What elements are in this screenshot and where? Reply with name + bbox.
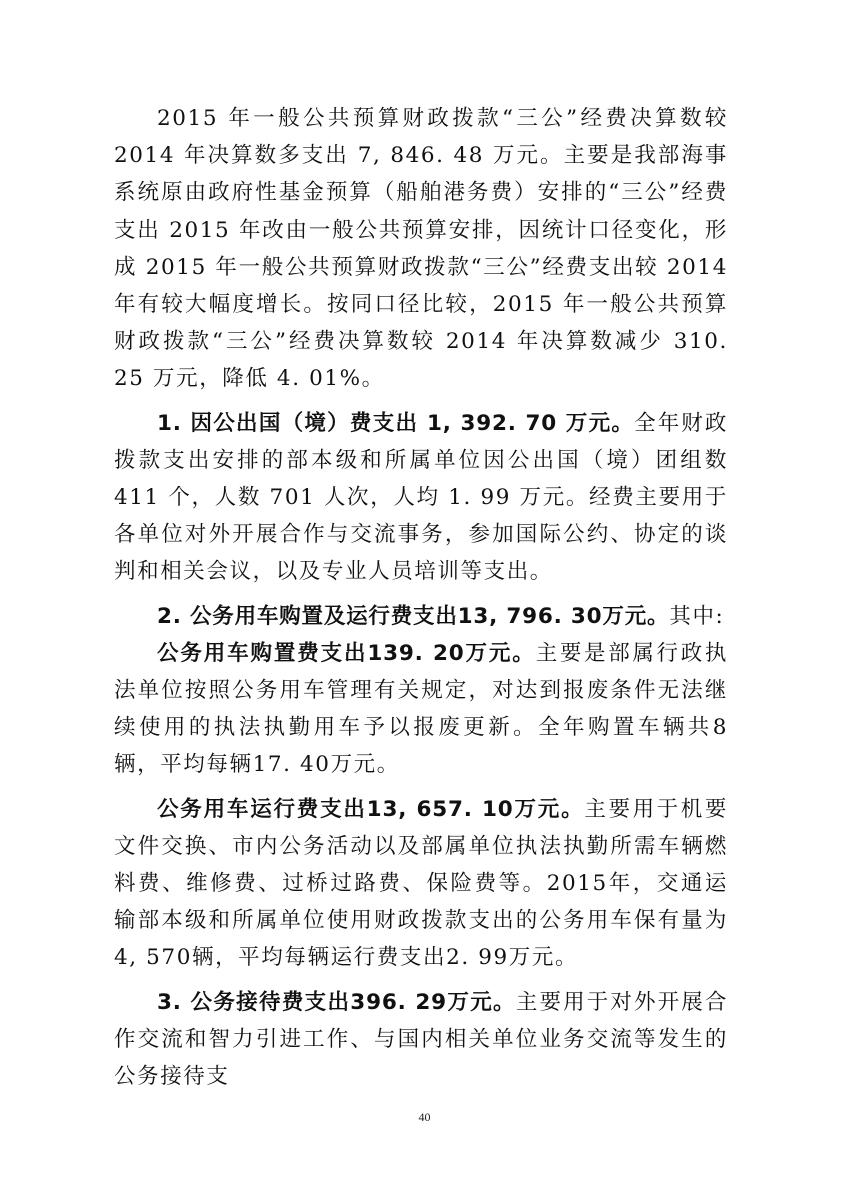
paragraph-vehicle-purchase (114, 635, 728, 784)
document-body (114, 100, 728, 1095)
section-heading: 1. 因公出国（境）费支出 1, 392. 70 万元。 (157, 410, 635, 436)
paragraph-vehicle-total (114, 598, 728, 635)
section-heading: 公务用车运行费支出13, 657. 10万元。 (157, 796, 585, 822)
paragraph-text: 其中: (669, 603, 725, 629)
paragraph-overseas-travel (114, 405, 728, 591)
section-heading: 3. 公务接待费支出396. 29万元。 (157, 989, 516, 1015)
paragraph-text: 主要是部属行政执法单位按照公务用车管理有关规定，对达到报废条件无法继续使用的执法执勤用车予以报废更新。全年购置车辆共8辆，平均每辆17. 40万元。 (114, 640, 728, 778)
paragraph-vehicle-operation (114, 791, 728, 977)
section-heading: 2. 公务用车购置及运行费支出13, 796. 30万元。 (157, 603, 670, 629)
paragraph-reception (114, 984, 728, 1096)
page-number: 40 (418, 1110, 431, 1124)
section-heading: 公务用车购置费支出139. 20万元。 (157, 640, 536, 666)
paragraph-text: 2015 年一般公共预算财政拨款“三公”经费决算数较 2014 年决算数多支出 7, 846. 48 万元。主要是我部海事系统原由政府性基金预算（船舶港务费）安排的“三公”经费支出 2015 年改由一般公共预算安排，因统计口径变化，形成 2015 年一般公共预算财政拨款“三公”经费支出较 2014 年有较大幅度增长。按同口径比较，2015 年一般公共预算财政拨款“三公”经费决算数较 2014 年决算数减少 310. 25 万元，降低 4. 01%。 (114, 106, 728, 392)
paragraph-text: 全年财政拨款支出安排的部本级和所属单位因公出国（境）团组数 411 个，人数 701 人次，人均 1. 99 万元。经费主要用于各单位对外开展合作与交流事务，参加国际公约、协定的谈判和相关会议，以及专业人员培训等支出。 (114, 410, 728, 585)
paragraph-text: 主要用于机要文件交换、市内公务活动以及部属单位执法执勤所需车辆燃料费、维修费、过桥过路费、保险费等。2015年，交通运输部本级和所属单位使用财政拨款支出的公务用车保有量为4, 570辆，平均每辆运行费支出2. 99万元。 (114, 796, 728, 971)
paragraph-text: 主要用于对外开展合作交流和智力引进工作、与国内相关单位业务交流等发生的公务接待支 (114, 989, 728, 1090)
paragraph-summary (114, 100, 728, 398)
